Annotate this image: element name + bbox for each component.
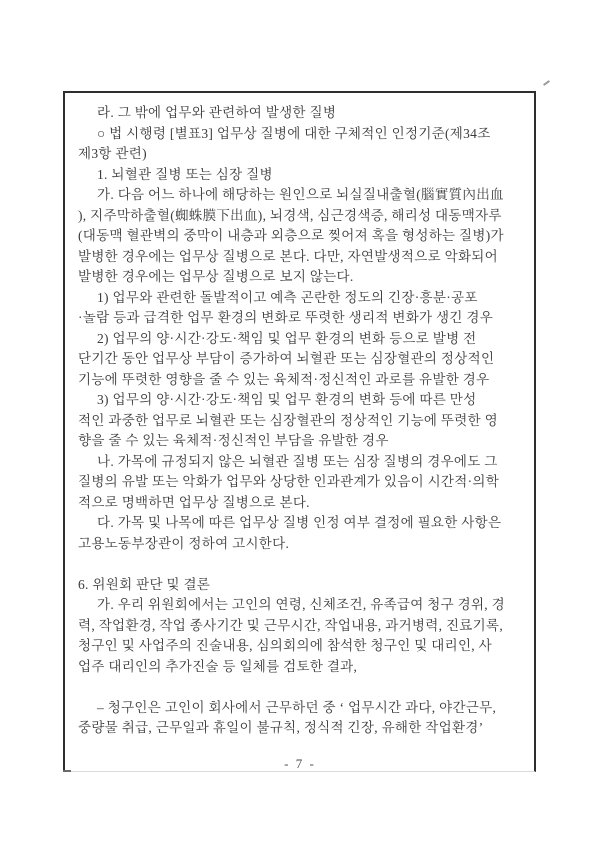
text-line: 단기간 동안 업무상 부담이 증가하여 뇌혈관 또는 심장혈관의 정상적인 xyxy=(78,351,495,366)
text-line: 업주 대리인의 추가진술 등 일체를 검토한 결과, xyxy=(78,658,358,674)
text-line: 력, 작업환경, 작업 종사기간 및 근무시간, 작업내용, 과거병력, 진료기록, xyxy=(78,617,503,633)
text-line: 다. 가목 및 나목에 따른 업무상 질병 인정 여부 결정에 필요한 사항은 xyxy=(97,515,502,530)
text-line: (대동맥 혈관벽의 중막이 내층과 외층으로 찢어져 혹을 형성하는 질병)가 xyxy=(78,228,504,243)
text-line: 라. 그 밖에 업무와 관련하여 발생한 질병 xyxy=(97,105,337,120)
document-border-frame xyxy=(63,91,536,772)
document-body xyxy=(78,103,522,739)
text-line: 향을 줄 수 있는 육체적·정신적인 부담을 유발한 경우 xyxy=(78,433,389,448)
text-line: 6. 위원회 판단 및 결론 xyxy=(78,576,211,592)
text-line: 나. 가목에 규정되지 않은 뇌혈관 질병 또는 심장 질병의 경우에도 그 xyxy=(97,453,498,469)
text-line: ○ 법 시행령 [별표3] 업무상 질병에 대한 구체적인 인정기준(제34조 xyxy=(97,125,491,141)
blank-line xyxy=(78,554,522,575)
text-line: 발병한 경우에는 업무상 질병으로 보지 않는다. xyxy=(78,269,354,284)
scan-artifact xyxy=(543,80,550,86)
blank-line xyxy=(78,677,522,698)
text-line: 적인 과중한 업무로 뇌혈관 또는 심장혈관의 정상적인 기능에 뚜렷한 영 xyxy=(78,412,498,428)
text-line: 제3항 관련) xyxy=(78,146,147,161)
text-line: 질병의 유발 또는 악화가 업무와 상당한 인과관계가 있음이 시간적·의학 xyxy=(78,474,500,489)
text-line: ), 지주막하출혈(蜘蛛膜下出血), 뇌경색, 심근경색증, 해리성 대동맥자루 xyxy=(78,207,502,223)
text-line: 2) 업무의 양·시간·강도·책임 및 업무 환경의 변화 등으로 발병 전 xyxy=(97,330,477,346)
text-line: 1. 뇌혈관 질병 또는 심장 질병 xyxy=(97,166,273,182)
text-line: 기능에 뚜렷한 영향을 줄 수 있는 육체적·정신적인 과로를 유발한 경우 xyxy=(78,371,490,387)
text-line: 가. 우리 위원회에서는 고인의 연령, 신체조건, 유족급여 청구 경위, 경 xyxy=(97,597,505,612)
text-line: 가. 다음 어느 하나에 해당하는 원인으로 뇌실질내출혈(腦實質內出血 xyxy=(97,187,504,202)
text-line: 고용노동부장관이 정하여 고시한다. xyxy=(78,535,290,551)
text-line: ·놀람 등과 급격한 업무 환경의 변화로 뚜렷한 생리적 변화가 생긴 경우 xyxy=(78,310,494,325)
text-line: 1) 업무와 관련한 돌발적이고 예측 곤란한 정도의 긴장·흥분·공포 xyxy=(97,289,478,305)
text-line: 청구인 및 사업주의 진술내용, 심의회의에 참석한 청구인 및 대리인, 사 xyxy=(78,638,492,653)
page-number: - 7 - xyxy=(284,756,316,771)
text-line: 발병한 경우에는 업무상 질병으로 본다. 다만, 자연발생적으로 악화되어 xyxy=(78,248,498,264)
text-line: – 청구인은 고인이 회사에서 근무하던 중 ‘ 업무시간 과다, 야간근무, xyxy=(97,699,497,715)
text-line: 중량물 취급, 근무일과 휴일이 불규칙, 정식적 긴장, 유해한 작업환경’ xyxy=(78,720,484,735)
text-line: 적으로 명백하면 업무상 질병으로 본다. xyxy=(78,494,310,510)
text-line: 3) 업무의 양·시간·강도·책임 및 업무 환경의 변화 등에 따른 만성 xyxy=(97,392,477,407)
